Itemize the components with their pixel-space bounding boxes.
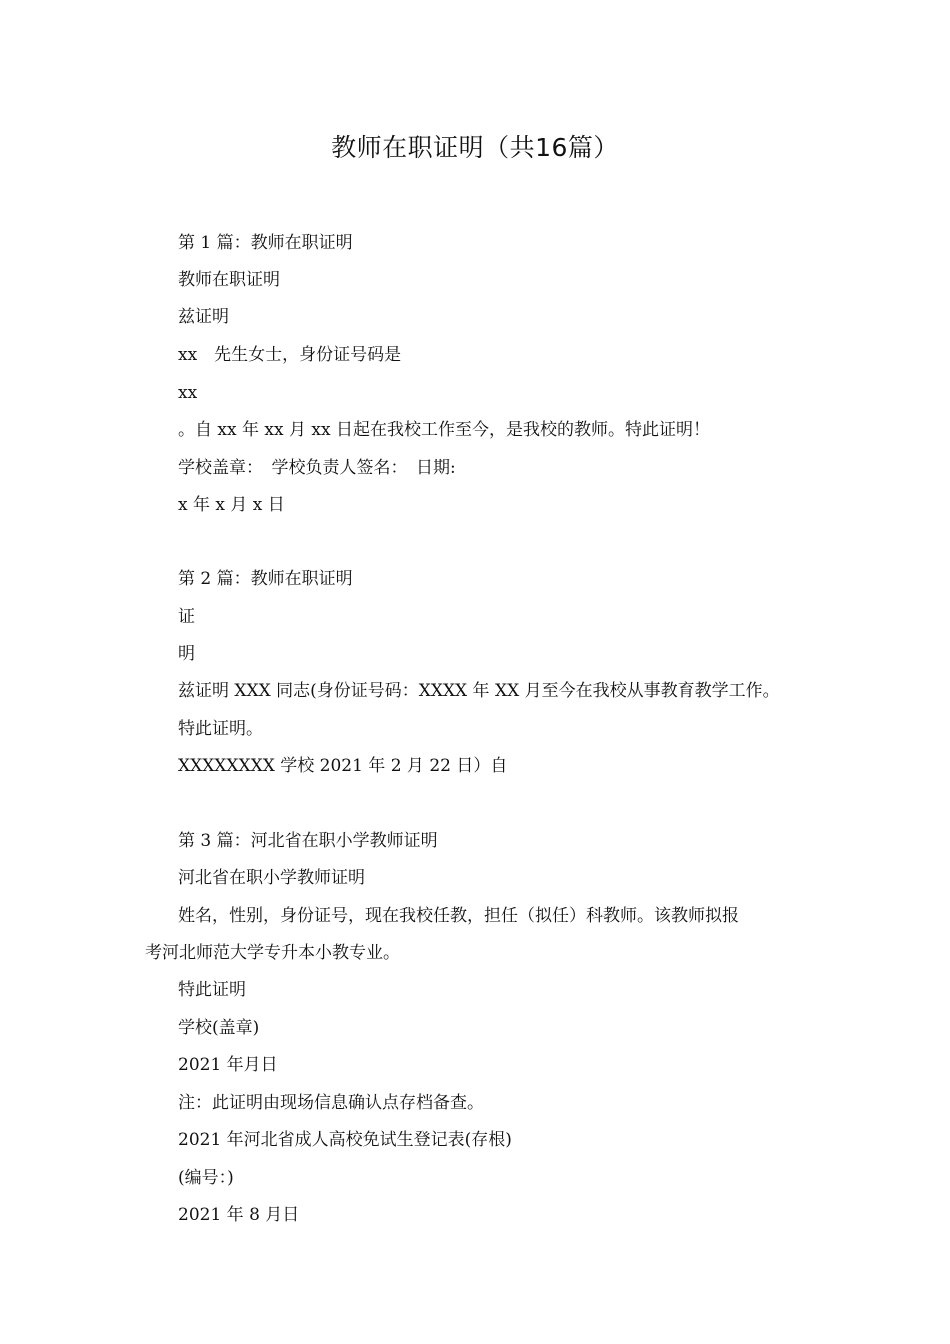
article-2-text: 证 xyxy=(178,607,195,627)
article-2-text: 兹证明 XXX 同志(身份证号码：XXXX 年 XX 月至今在我校从事教育教学工作。 xyxy=(178,681,780,701)
article-3-text: 姓名，性别，身份证号，现在我校任教，担任（拟任）科教师。该教师拟报 xyxy=(178,906,739,926)
article-1-date: x 年 x 月 x 日 xyxy=(178,495,285,515)
article-3-text: 2021 年河北省成人高校免试生登记表(存根) xyxy=(178,1130,512,1150)
article-3-heading: 第 3 篇：河北省在职小学教师证明 xyxy=(178,831,438,851)
article-1-signature-line: 学校盖章： 学校负责人签名： 日期: xyxy=(178,458,456,478)
article-3-text: 考河北师范大学专升本小教专业。 xyxy=(145,943,400,963)
article-3-text: 2021 年 8 月日 xyxy=(178,1205,300,1225)
article-2-text: XXXXXXXX 学校 2021 年 2 月 22 日）自 xyxy=(178,756,508,776)
article-3-text: 特此证明 xyxy=(178,980,246,1000)
article-1-subtitle: 教师在职证明 xyxy=(178,270,280,290)
article-1-text: 兹证明 xyxy=(178,307,229,327)
article-3-text: 2021 年月日 xyxy=(178,1055,278,1075)
article-1-text: 。自 xx 年 xx 月 xx 日起在我校工作至今，是我校的教师。特此证明！ xyxy=(178,420,710,440)
article-1-text: xx 先生女士，身份证号码是 xyxy=(178,345,402,365)
page-title: 教师在职证明（共16篇） xyxy=(331,133,619,162)
article-2-text: 特此证明。 xyxy=(178,719,263,739)
article-3-text: (编号：) xyxy=(178,1168,234,1188)
article-3-note: 注：此证明由现场信息确认点存档备查。 xyxy=(178,1093,484,1113)
article-2-heading: 第 2 篇：教师在职证明 xyxy=(178,569,353,589)
article-2-text: 明 xyxy=(178,644,195,664)
article-1-heading: 第 1 篇：教师在职证明 xyxy=(178,233,353,253)
article-1-text: xx xyxy=(178,383,198,403)
article-3-subtitle: 河北省在职小学教师证明 xyxy=(178,868,365,888)
article-3-text: 学校(盖章) xyxy=(178,1018,260,1038)
